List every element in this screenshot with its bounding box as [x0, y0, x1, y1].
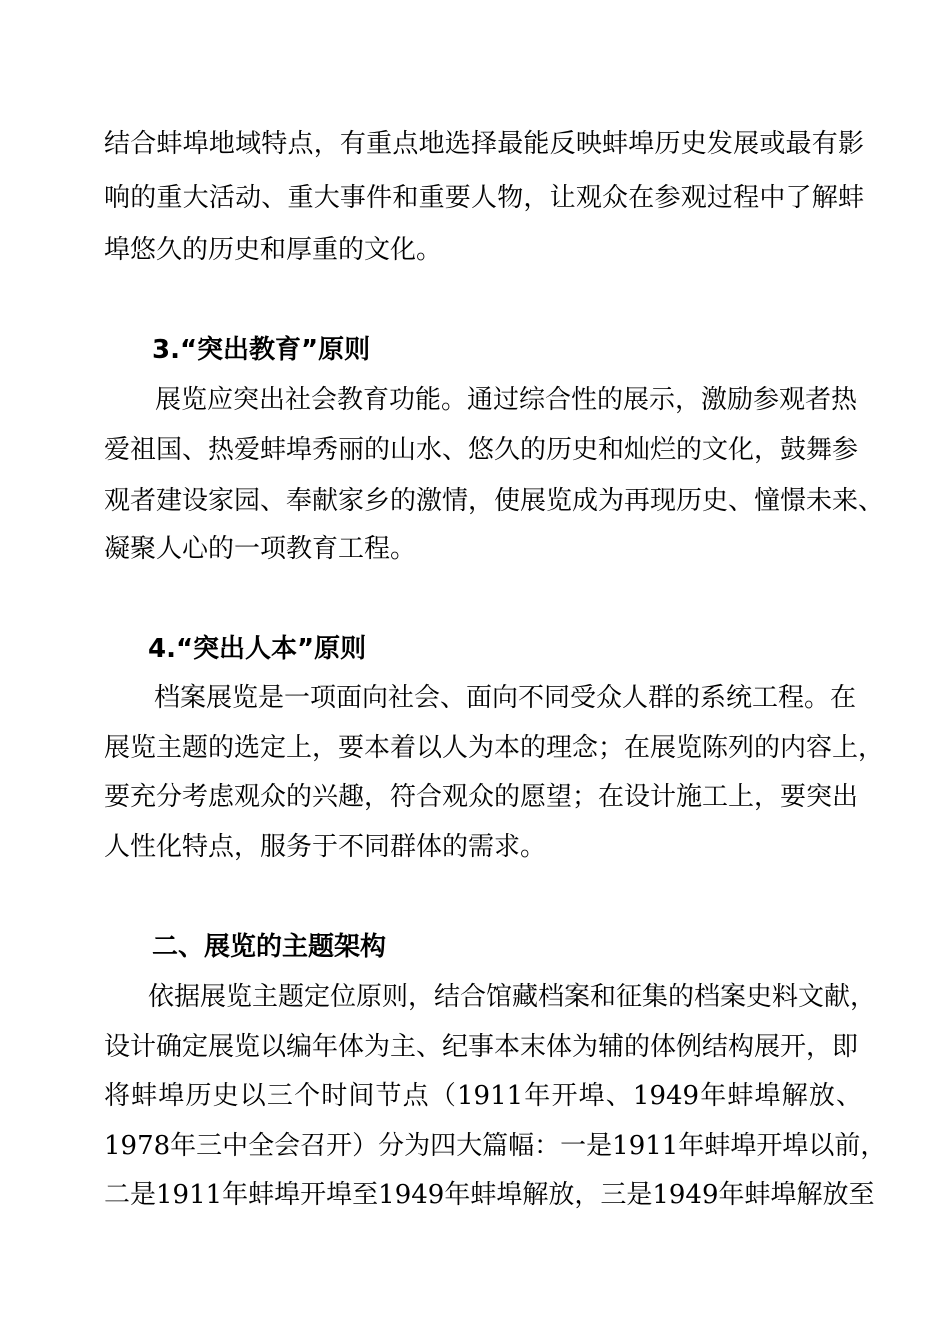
paragraph-line: 将蚌埠历史以三个时间节点（1911年开埠、1949年蚌埠解放、	[104, 1081, 862, 1111]
paragraph-line: 1978年三中全会召开）分为四大篇幅：一是1911年蚌埠开埠以前，	[104, 1131, 887, 1161]
part-heading: 二、展览的主题架构	[152, 932, 387, 962]
paragraph-line: 档案展览是一项面向社会、面向不同受众人群的系统工程。在	[154, 683, 857, 713]
paragraph-line: 爱祖国、热爱蚌埠秀丽的山水、悠久的历史和灿烂的文化，鼓舞参	[104, 435, 859, 465]
paragraph-line: 埠悠久的历史和厚重的文化。	[104, 235, 443, 265]
paragraph-line: 二是1911年蚌埠开埠至1949年蚌埠解放，三是1949年蚌埠解放至	[104, 1180, 875, 1210]
paragraph-line: 展览主题的选定上，要本着以人为本的理念；在展览陈列的内容上，	[104, 733, 885, 763]
paragraph-line: 设计确定展览以编年体为主、纪事本末体为辅的体例结构展开，即	[104, 1032, 859, 1062]
section-heading: 4.“突出人本”原则	[148, 634, 367, 664]
paragraph-line: 依据展览主题定位原则，结合馆藏档案和征集的档案史料文献，	[148, 982, 877, 1012]
paragraph-line: 要充分考虑观众的兴趣，符合观众的愿望；在设计施工上，要突出	[104, 782, 859, 812]
paragraph-line: 结合蚌埠地域特点，有重点地选择最能反映蚌埠历史发展或最有影	[104, 129, 864, 159]
paragraph-line: 观者建设家园、奉献家乡的激情，使展览成为再现历史、憧憬未来、	[104, 486, 885, 516]
paragraph-line: 人性化特点，服务于不同群体的需求。	[104, 832, 547, 862]
section-heading: 3.“突出教育”原则	[152, 335, 371, 365]
paragraph-line: 响的重大活动、重大事件和重要人物，让观众在参观过程中了解蚌	[104, 183, 864, 213]
paragraph-line: 展览应突出社会教育功能。通过综合性的展示，激励参观者热	[155, 385, 858, 415]
paragraph-line: 凝聚人心的一项教育工程。	[104, 534, 417, 564]
